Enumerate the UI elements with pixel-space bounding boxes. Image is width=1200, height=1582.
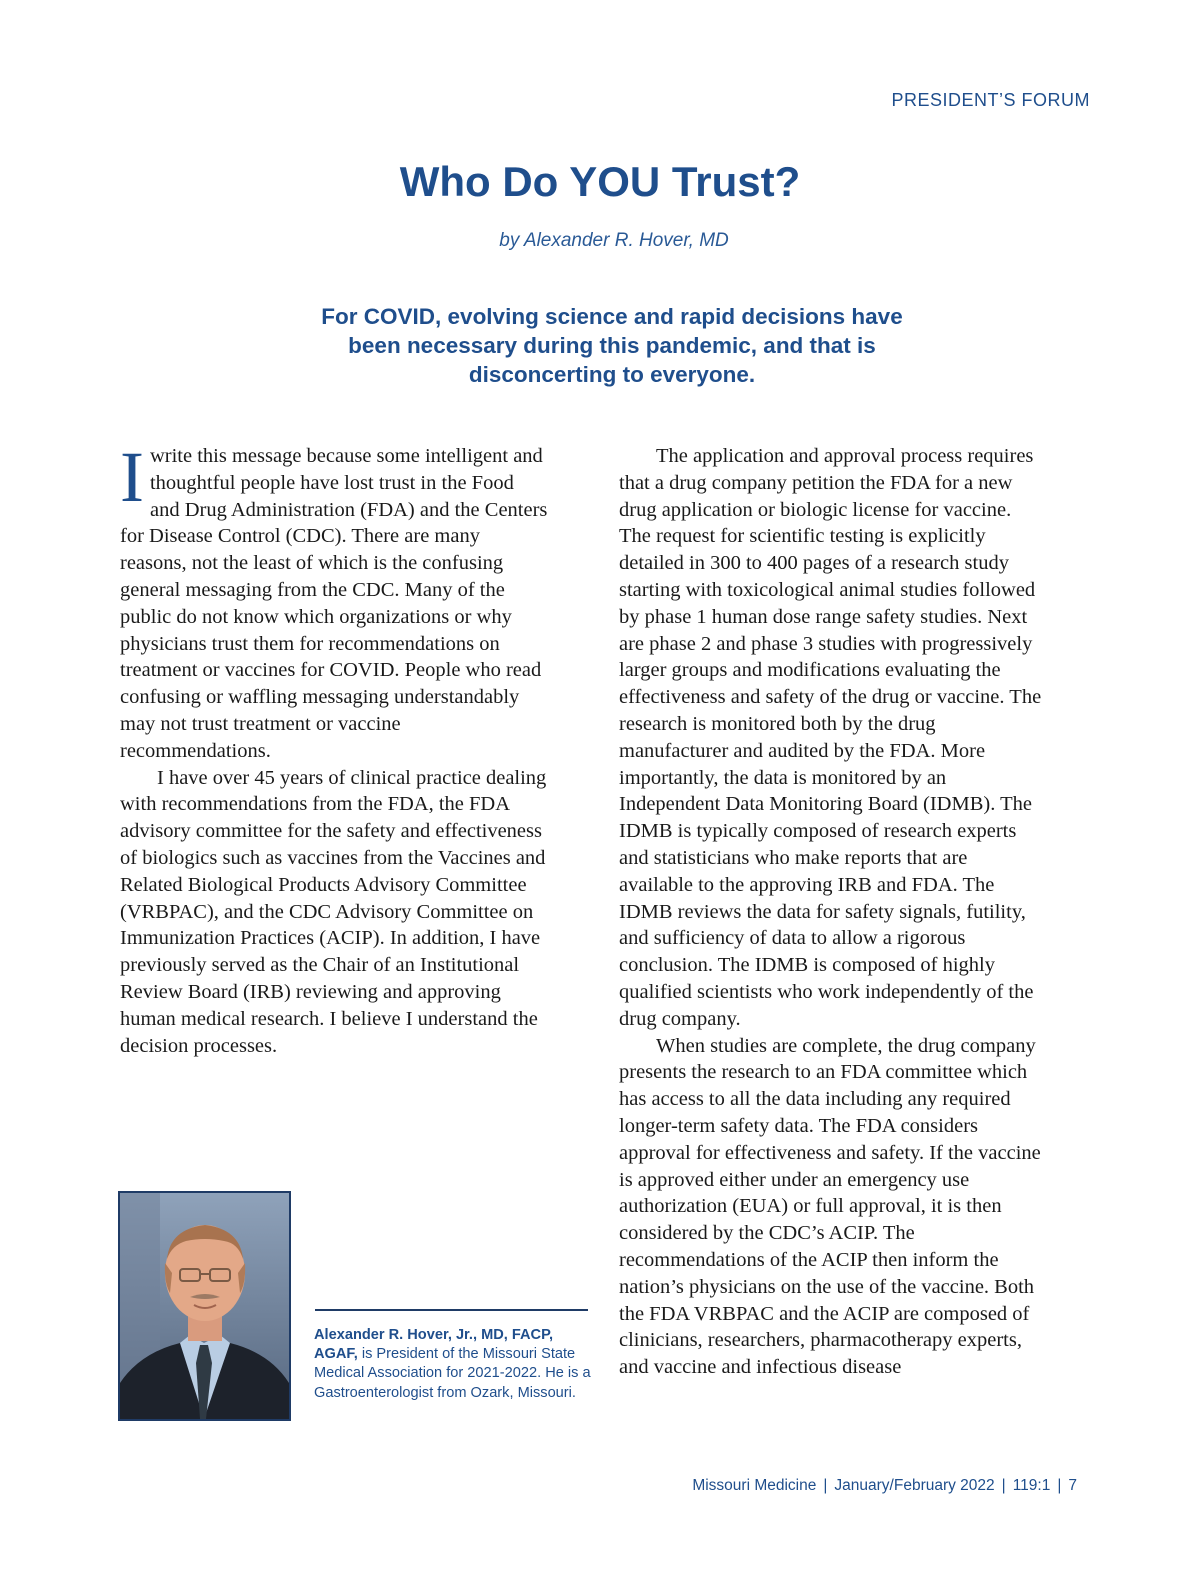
paragraph: I have over 45 years of clinical practice dealing with recommendations from the FDA, the FDA advisory committee for the safety and effectiveness of biologics such as vaccines from the Vaccines and Related Biological Products Advisory Committee (VRBPAC), and the CDC Advisory Committee on Immunization Practices (ACIP). In addition, I have previously served as the Chair of an Institutional Review Board (IRB) reviewing and approving human medical research. I believe I understand the decision processes.	[120, 766, 547, 1057]
volume-number: 119:1	[1012, 1477, 1051, 1494]
page-number: 7	[1068, 1477, 1077, 1494]
section-label: PRESIDENT’S FORUM	[891, 90, 1090, 110]
author-bio-text: is President of the Missouri State Medical Association for 2021-2022. He is a Gastroenterologist from Ozark, Missouri.	[314, 1346, 591, 1401]
paragraph	[120, 437, 548, 765]
paragraph: The application and approval process requires that a drug company petition the FDA for a new drug application or biologic license for vaccine. The request for scientific testing is explicitly detailed in 300 to 400 pages of a research study starting with toxicological animal studies followed by phase 1 human dose range safety studies. Next are phase 2 and phase 3 studies with progressively larger groups and modifications evaluating the effectiveness and safety of the drug or vaccine. The research is monitored both by the drug manufacturer and audited by the FDA. More importantly, the data is monitored by an Independent Data Monitoring Board (IDMB). The IDMB is typically composed of research experts and statisticians who make reports that are available to the approving IRB and FDA. The IDMB reviews the data for safety signals, futility, and sufficiency of data to allow a rigorous conclusion. The IDMB is composed of highly qualified scientists who work independently of the drug company.	[619, 445, 1042, 1030]
page-footer: Missouri Medicine | January/February 2022 | 119:1 | 7	[692, 1477, 1077, 1494]
author-photo	[118, 1191, 291, 1421]
paragraph-text: write this message because some intelligent and thoughtful people have lost trust in the Food and Drug Administration (FDA) and the Centers for Disease Control (CDC). There are many reasons, not the least of which is the confusing general messaging from the CDC. Many of the public do not know which organizations or why physicians trust them for recommendations on treatment or vaccines for COVID. People who read confusing or waffling messaging understandably may not trust treatment or vaccine recommendations.	[120, 445, 548, 762]
author-name: Alexander R. Hover, Jr., MD, FACP, AGAF,	[314, 1327, 553, 1363]
author-portrait-icon	[120, 1193, 289, 1419]
drop-cap: I	[120, 437, 144, 517]
left-column	[120, 437, 548, 1059]
right-column	[619, 443, 1043, 1381]
paragraph: When studies are complete, the drug company presents the research to an FDA committee which has access to all the data including any required longer-term safety data. The FDA considers approval for effectiveness and safety. If the vaccine is approved either under an emergency use authorization (EUA) or full approval, it is then considered by the CDC’s ACIP. The recommendations of the ACIP then inform the nation’s physicians on the use of the vaccine. Both the FDA VRBPAC and the ACIP are composed of clinicians, researchers, pharmacotherapy experts, and vaccine and infectious disease	[619, 1034, 1041, 1379]
article-title: Who Do YOU Trust?	[399, 158, 801, 205]
issue-date: January/February 2022	[834, 1477, 995, 1494]
bio-divider	[315, 1309, 588, 1311]
byline: by Alexander R. Hover, MD	[499, 230, 729, 251]
subhead: For COVID, evolving science and rapid decisions have been necessary during this pandemic, and that is disconcerting to everyone.	[321, 304, 903, 387]
author-bio	[314, 1326, 594, 1403]
journal-name: Missouri Medicine	[692, 1477, 817, 1494]
